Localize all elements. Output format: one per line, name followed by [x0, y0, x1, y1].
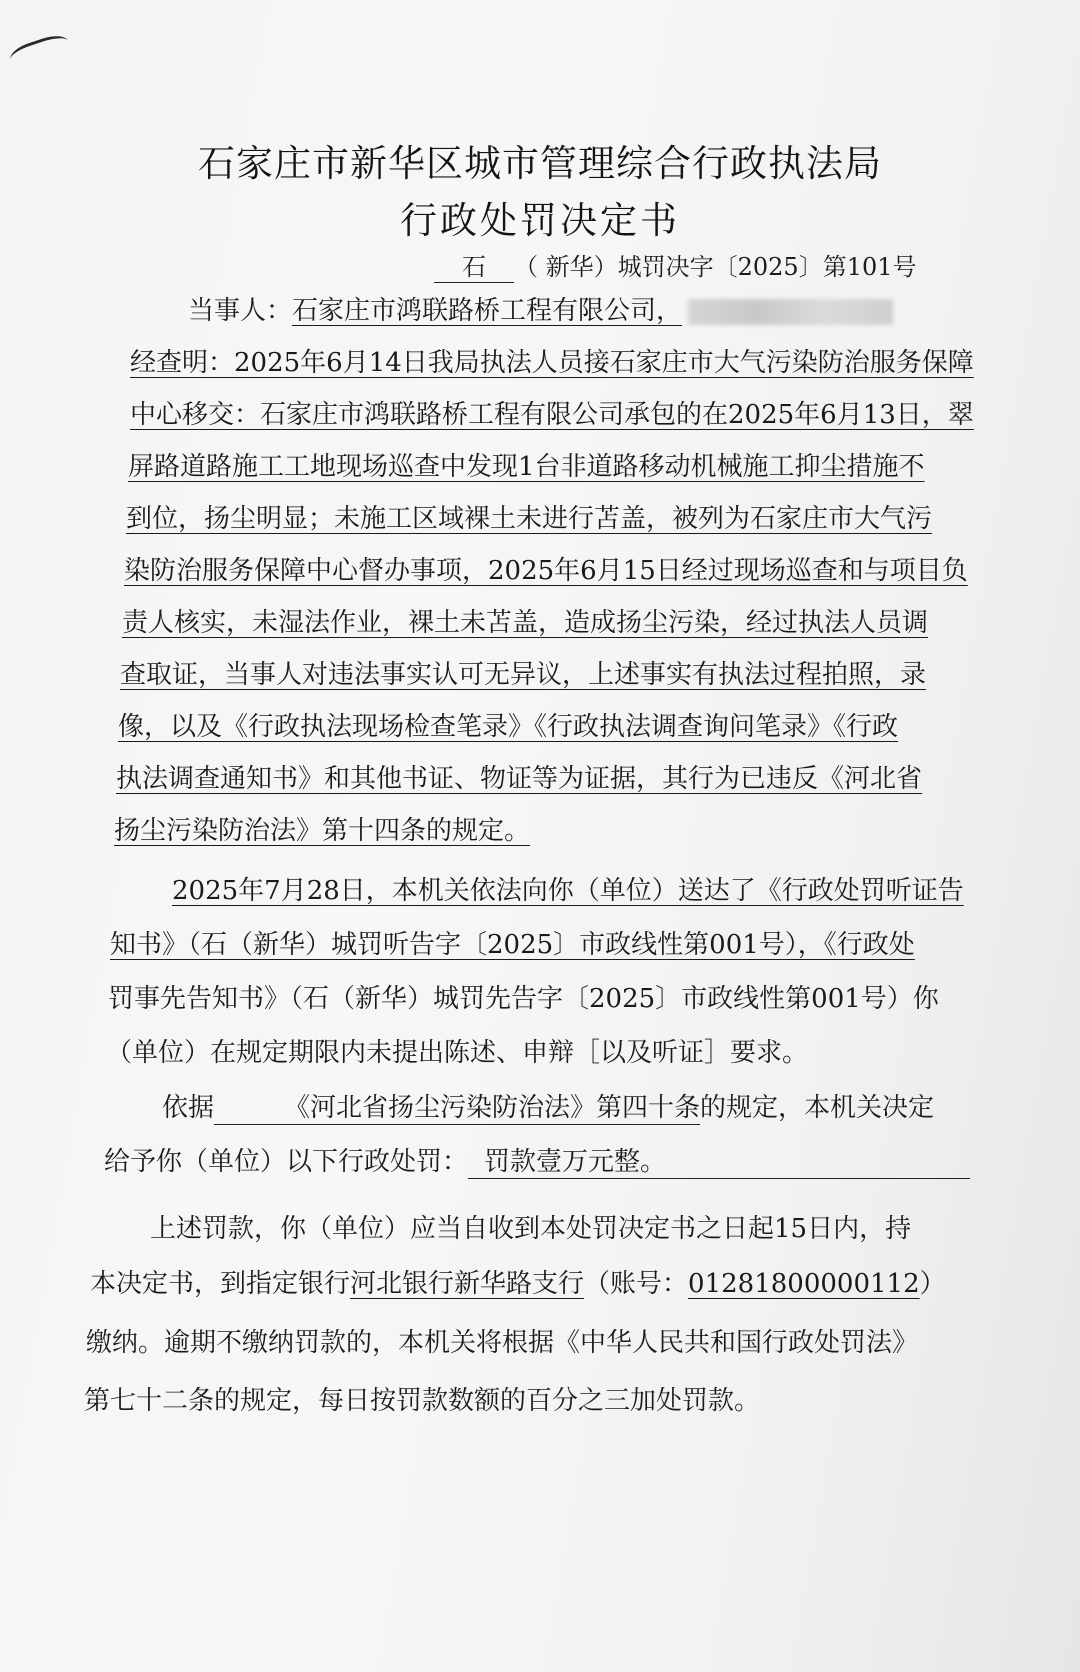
agency-title: 石家庄市新华区城市管理综合行政执法局 [198, 142, 882, 185]
payment-line: 上述罚款，你（单位）应当自收到本处罚决定书之日起15日内，持 [150, 1214, 912, 1244]
facts-line: 像，以及《行政执法现场检查笔录》《行政执法调查询问笔录》《行政 [118, 712, 899, 742]
doc-prefix: 石 [434, 247, 514, 283]
document-number [434, 247, 917, 283]
penalty-line [104, 1141, 970, 1179]
basis-line [162, 1087, 934, 1125]
notice-line: 罚事先告知书》（石（新华）城罚先告字〔2025〕市政线性第001号）你 [108, 984, 939, 1014]
facts-line: 中心移交：石家庄市鸿联路桥工程有限公司承包的在2025年6月13日，翠 [130, 400, 974, 430]
basis-label: 依据 [162, 1093, 215, 1123]
basis-law: 《河北省扬尘污染防治法》第四十条 [214, 1087, 700, 1125]
bank-name: 河北银行新华路支行 [350, 1269, 585, 1299]
payment-line [90, 1263, 946, 1300]
facts-line: 责人核实，未湿法作业，裸土未苫盖，造成扬尘污染，经过执法人员调 [122, 608, 929, 638]
account-number: 01281800000112 [688, 1269, 920, 1299]
payment-text: （账号： [584, 1269, 689, 1299]
party-label: 当事人： [188, 296, 293, 326]
penalty-amount: 罚款壹万元整。 [468, 1141, 970, 1179]
facts-line: 到位，扬尘明显；未施工区域裸土未进行苫盖，被列为石家庄市大气污 [126, 504, 933, 534]
notice-line: （单位）在规定期限内未提出陈述、申辩［以及听证］要求。 [106, 1038, 809, 1068]
payment-line: 缴纳。逾期不缴纳罚款的，本机关将根据《中华人民共和国行政处罚法》 [86, 1328, 919, 1358]
facts-line: 执法调查通知书》和其他书证、物证等为证据，其行为已违反《河北省 [116, 764, 923, 794]
party-name: 石家庄市鸿联路桥工程有限公司， [292, 296, 683, 326]
facts-line: 染防治服务保障中心督办事项，2025年6月15日经过现场巡查和与项目负 [124, 556, 968, 586]
facts-line: 经查明：2025年6月14日我局执法人员接石家庄市大气污染防治服务保障 [130, 348, 974, 378]
notice-line-text: 2025年7月28日，本机关依法向你（单位）送达了《行政处罚听证告 [172, 876, 964, 906]
facts-line: 扬尘污染防治法》第十四条的规定。 [114, 816, 531, 846]
facts-line: 查取证，当事人对违法事实认可无异议，上述事实有执法过程拍照，录 [120, 660, 927, 690]
facts-line: 屏路道路施工工地现场巡查中发现1台非道路移动机械施工抑尘措施不 [128, 452, 925, 482]
payment-text: 本决定书，到指定银行 [90, 1269, 351, 1299]
document-title: 行政处罚决定书 [400, 199, 680, 242]
doc-number-text: （ 新华）城罚决字〔2025〕第101号 [514, 253, 917, 281]
basis-tail: 的规定，本机关决定 [700, 1093, 935, 1123]
notice-line: 知书》（石（新华）城罚听告字〔2025〕市政线性第001号），《行政处 [110, 930, 915, 960]
notice-line [172, 870, 964, 907]
payment-line: 第七十二条的规定，每日按罚款数额的百分之三加处罚款。 [84, 1386, 761, 1416]
penalty-label: 给予你（单位）以下行政处罚： [104, 1147, 469, 1177]
redacted-block [688, 299, 893, 325]
pen-stroke-mark [8, 31, 73, 73]
party-line [188, 290, 893, 327]
payment-text: ） [919, 1269, 946, 1299]
